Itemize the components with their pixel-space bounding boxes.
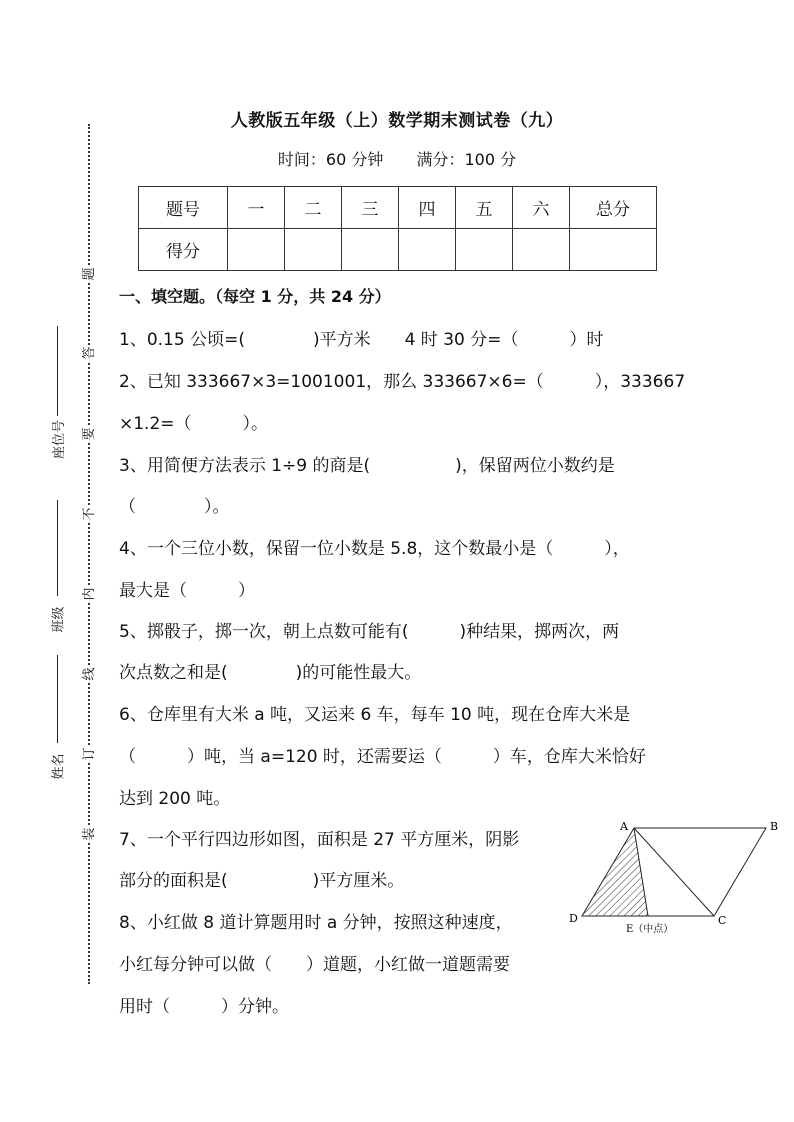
page-title: 人教版五年级（上）数学期末测试卷（九）	[230, 111, 564, 131]
score-cell[interactable]	[456, 229, 513, 271]
question-6-line-1: 6、仓库里有大米 a 吨，又运来 6 车，每车 10 吨，现在仓库大米是	[119, 705, 631, 725]
score-cell[interactable]	[570, 229, 657, 271]
class-field[interactable]	[48, 500, 67, 633]
table-header-cell: 题号	[139, 187, 228, 229]
question-2-line-1: 2、已知 333667×3=1001001，那么 333667×6=（ ），333667	[119, 372, 686, 392]
question-8-line-3: 用时（ ）分钟。	[119, 997, 289, 1017]
score-cell[interactable]	[228, 229, 285, 271]
question-5-line-1: 5、掷骰子，掷一次，朝上点数可能有( )种结果，掷两次，两	[119, 622, 620, 642]
question-5-line-2: 次点数之和是( )的可能性最大。	[119, 663, 422, 683]
time-label: 时间：60 分钟	[277, 150, 384, 169]
vertex-label-d: D	[569, 912, 578, 925]
question-8-line-1: 8、小红做 8 道计算题用时 a 分钟，按照这种速度，	[119, 913, 513, 933]
table-header-cell: 三	[342, 187, 399, 229]
question-6-line-2: （ ）吨，当 a=120 时，还需要运（ ）车，仓库大米恰好	[119, 747, 646, 767]
seat-number-field[interactable]	[48, 326, 67, 460]
question-6-line-3: 达到 200 吨。	[119, 789, 231, 809]
class-label: 班级	[51, 606, 67, 633]
question-7-line-1: 7、一个平行四边形如图，面积是 27 平方厘米，阴影	[119, 830, 520, 850]
table-header-cell: 二	[285, 187, 342, 229]
parallelogram-figure	[566, 818, 784, 944]
exam-info	[0, 147, 794, 170]
question-1: 1、0.15 公顷=( )平方米 4 时 30 分=（ ）时	[119, 330, 604, 350]
table-header-cell: 一	[228, 187, 285, 229]
question-4-line-1: 4、一个三位小数，保留一位小数是 5.8，这个数最小是（ ），	[119, 539, 630, 559]
seal-char: 要	[82, 427, 97, 441]
name-field[interactable]	[48, 655, 67, 780]
table-row-label: 得分	[139, 229, 228, 271]
question-7-line-2: 部分的面积是( )平方厘米。	[119, 871, 405, 891]
score-label: 满分：100 分	[416, 150, 517, 169]
table-header-cell: 四	[399, 187, 456, 229]
binding-dotted-line	[88, 124, 90, 984]
score-cell[interactable]	[285, 229, 342, 271]
score-cell[interactable]	[513, 229, 570, 271]
seal-char: 不	[82, 507, 97, 521]
seal-char: 内	[82, 587, 97, 601]
vertex-label-b: B	[770, 820, 779, 833]
vertex-label-a: A	[620, 820, 628, 833]
vertex-label-c: C	[718, 914, 727, 927]
table-header-cell: 五	[456, 187, 513, 229]
table-header-cell: 六	[513, 187, 570, 229]
seat-number-label: 座位号	[51, 419, 67, 460]
question-3-line-1: 3、用简便方法表示 1÷9 的商是( )，保留两位小数约是	[119, 456, 615, 476]
section-heading: 一、填空题。（每空 1 分，共 24 分）	[119, 287, 391, 306]
shaded-triangle	[582, 828, 648, 916]
question-3-line-2: （ ）。	[119, 497, 230, 517]
score-table-score-row	[139, 229, 657, 271]
seal-char: 装	[82, 827, 97, 841]
question-2-line-2: ×1.2=（ ）。	[119, 414, 269, 434]
score-cell[interactable]	[342, 229, 399, 271]
name-label: 姓名	[51, 753, 67, 780]
question-8-line-2: 小红每分钟可以做（ ）道题，小红做一道题需要	[119, 955, 510, 975]
score-table	[138, 186, 657, 271]
seal-char: 题	[82, 267, 97, 281]
seal-char: 订	[82, 747, 97, 761]
table-header-cell: 总分	[570, 187, 657, 229]
seal-char: 答	[82, 346, 97, 360]
score-cell[interactable]	[399, 229, 456, 271]
score-table-header-row	[139, 187, 657, 229]
vertex-label-e: E（中点）	[626, 924, 674, 935]
question-4-line-2: 最大是（ ）	[119, 581, 255, 601]
seal-char: 线	[82, 667, 97, 681]
